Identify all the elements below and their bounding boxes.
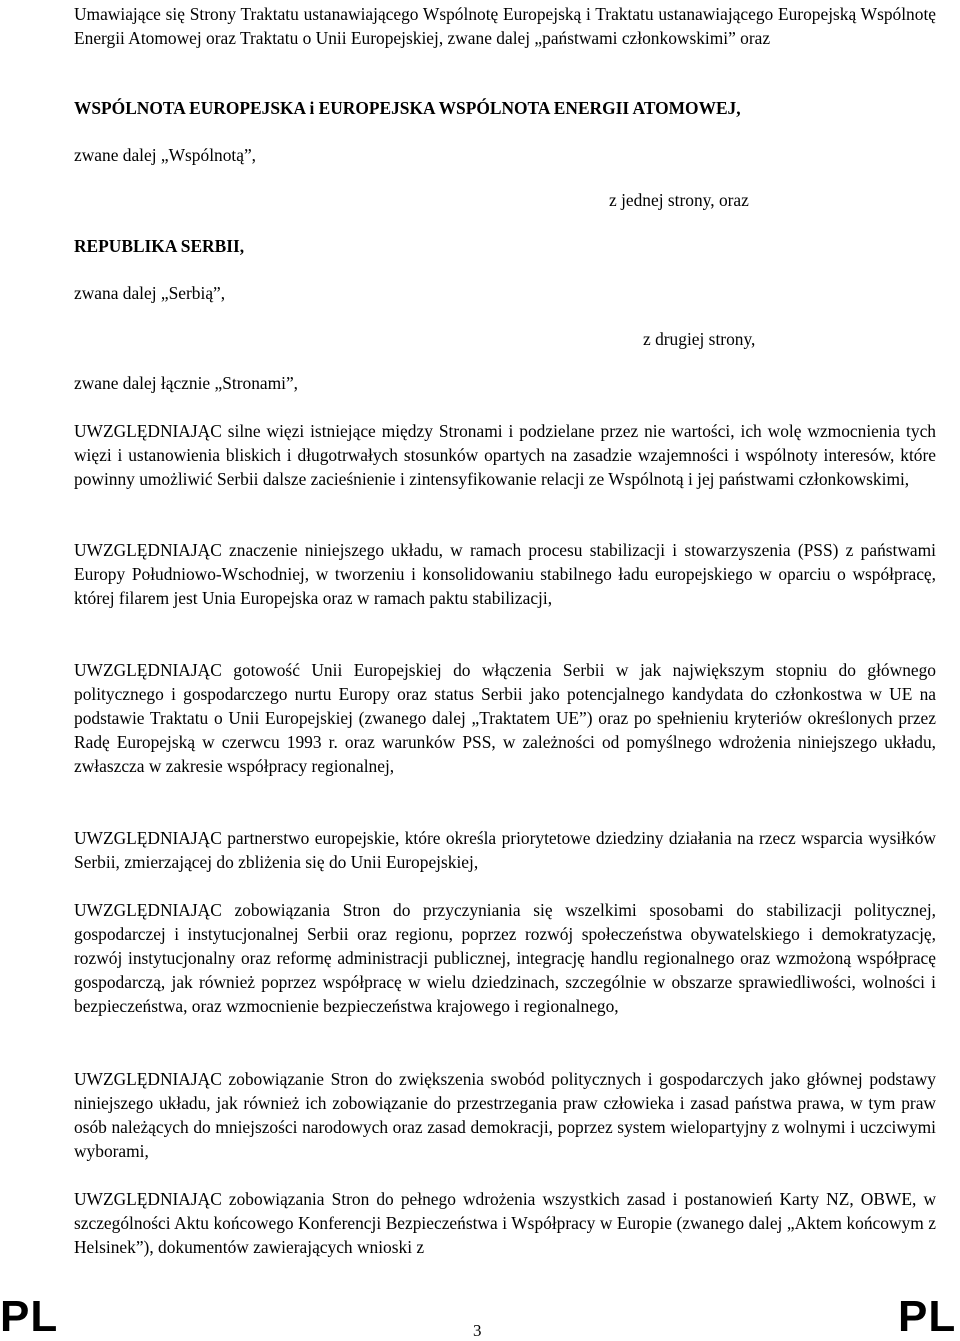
recital-paragraph-1: UWZGLĘDNIAJĄC silne więzi istniejące między Stronami i podzielane przez nie wartości, ich wolę wzmocnienia tych więzi i ustanowienia bliskich i długotrwałych stosunków opartych na zasadzie wzajemności i wspólnoty interesów, które powinny umożliwić Serbii dalsze zacieśnienie i zintensyfikowanie relacji ze Wspólnotą i jej państwami członkowskimi, xyxy=(74,421,936,489)
recital-paragraph-6: UWZGLĘDNIAJĄC zobowiązanie Stron do zwiększenia swobód politycznych i gospodarczych jako głównej podstawy niniejszego układu, jak również ich zobowiązanie do przestrzegania praw człowieka i zasad państwa prawa, w tym praw osób należących do mniejszości narodowych oraz zasad demokracji, poprzez system wielopartyjny z wolnymi i uczciwymi wyborami, xyxy=(74,1069,936,1161)
page-number: 3 xyxy=(473,1321,482,1340)
parties-alias: zwane dalej łącznie „Stronami”, xyxy=(74,373,299,393)
footer-language-code-right: PL xyxy=(898,1292,957,1341)
recital-paragraph-4: UWZGLĘDNIAJĄC partnerstwo europejskie, które określa priorytetowe dziedziny działania na rzecz wsparcia wysiłków Serbii, zmierzającej do zbliżenia się do Unii Europejskiej, xyxy=(74,828,936,872)
recital-paragraph-5: UWZGLĘDNIAJĄC zobowiązania Stron do przyczyniania się wszelkimi sposobami do stabilizacji politycznej, gospodarczej i instytucjonalnej Serbii oraz regionu, poprzez rozwój społeczeństwa obywatelskiego i demokratyzację, rozwój instytucjonalny oraz reformę administracji publicznej, integrację handlu regionalnego oraz wzmożoną współpracę gospodarczą, jak również poprzez współpracę w wielu dziedzinach, szczególnie w obszarze sprawiedliwości, wolności i bezpieczeństwa, oraz wzmocnienie bezpieczeństwa krajowego i regionalnego, xyxy=(74,900,936,1016)
first-side-note: z jednej strony, oraz xyxy=(609,190,749,210)
recital-paragraph-3: UWZGLĘDNIAJĄC gotowość Unii Europejskiej do włączenia Serbii w jak największym stopniu do głównego politycznego i gospodarczego nurtu Europy oraz status Serbii jako potencjalnego kandydata do członkostwa w UE na podstawie Traktatu o Unii Europejskiej (zwanego dalej „Traktatem UE”) oraz po spełnieniu kryteriów określonych przez Radę Europejską w czerwcu 1993 r. oraz warunków PSS, w zależności od pomyślnego wdrożenia niniejszego układu, zwłaszcza w zakresie współpracy regionalnej, xyxy=(74,660,936,776)
community-heading: WSPÓLNOTA EUROPEJSKA i EUROPEJSKA WSPÓLNOTA ENERGII ATOMOWEJ, xyxy=(74,98,741,118)
parties-paragraph: Umawiające się Strony Traktatu ustanawiającego Wspólnotę Europejską i Traktatu ustanawiającego Europejską Wspólnotę Energii Atomowej oraz Traktatu o Unii Europejskiej, zwane dalej „państwami członkowskimi” oraz xyxy=(74,4,936,48)
serbia-heading: REPUBLIKA SERBII, xyxy=(74,236,245,256)
second-side-note: z drugiej strony, xyxy=(643,329,756,349)
recital-paragraph-7: UWZGLĘDNIAJĄC zobowiązania Stron do pełnego wdrożenia wszystkich zasad i postanowień Karty NZ, OBWE, w szczególności Aktu końcowego Konferencji Bezpieczeństwa i Współpracy w Europie (zwanego dalej „Aktem końcowym z Helsinek”), dokumentów zawierających wnioski z xyxy=(74,1189,936,1257)
serbia-alias: zwana dalej „Serbią”, xyxy=(74,283,226,303)
recital-paragraph-2: UWZGLĘDNIAJĄC znaczenie niniejszego układu, w ramach procesu stabilizacji i stowarzyszenia (PSS) z państwami Europy Południowo-Wschodniej, w tworzeniu i konsolidowaniu stabilnego ładu europejskiego w oparciu o współpracę, której filarem jest Unia Europejska oraz w ramach paktu stabilizacji, xyxy=(74,540,936,608)
community-alias: zwane dalej „Wspólnotą”, xyxy=(74,145,257,165)
footer-language-code-left: PL xyxy=(0,1292,59,1341)
